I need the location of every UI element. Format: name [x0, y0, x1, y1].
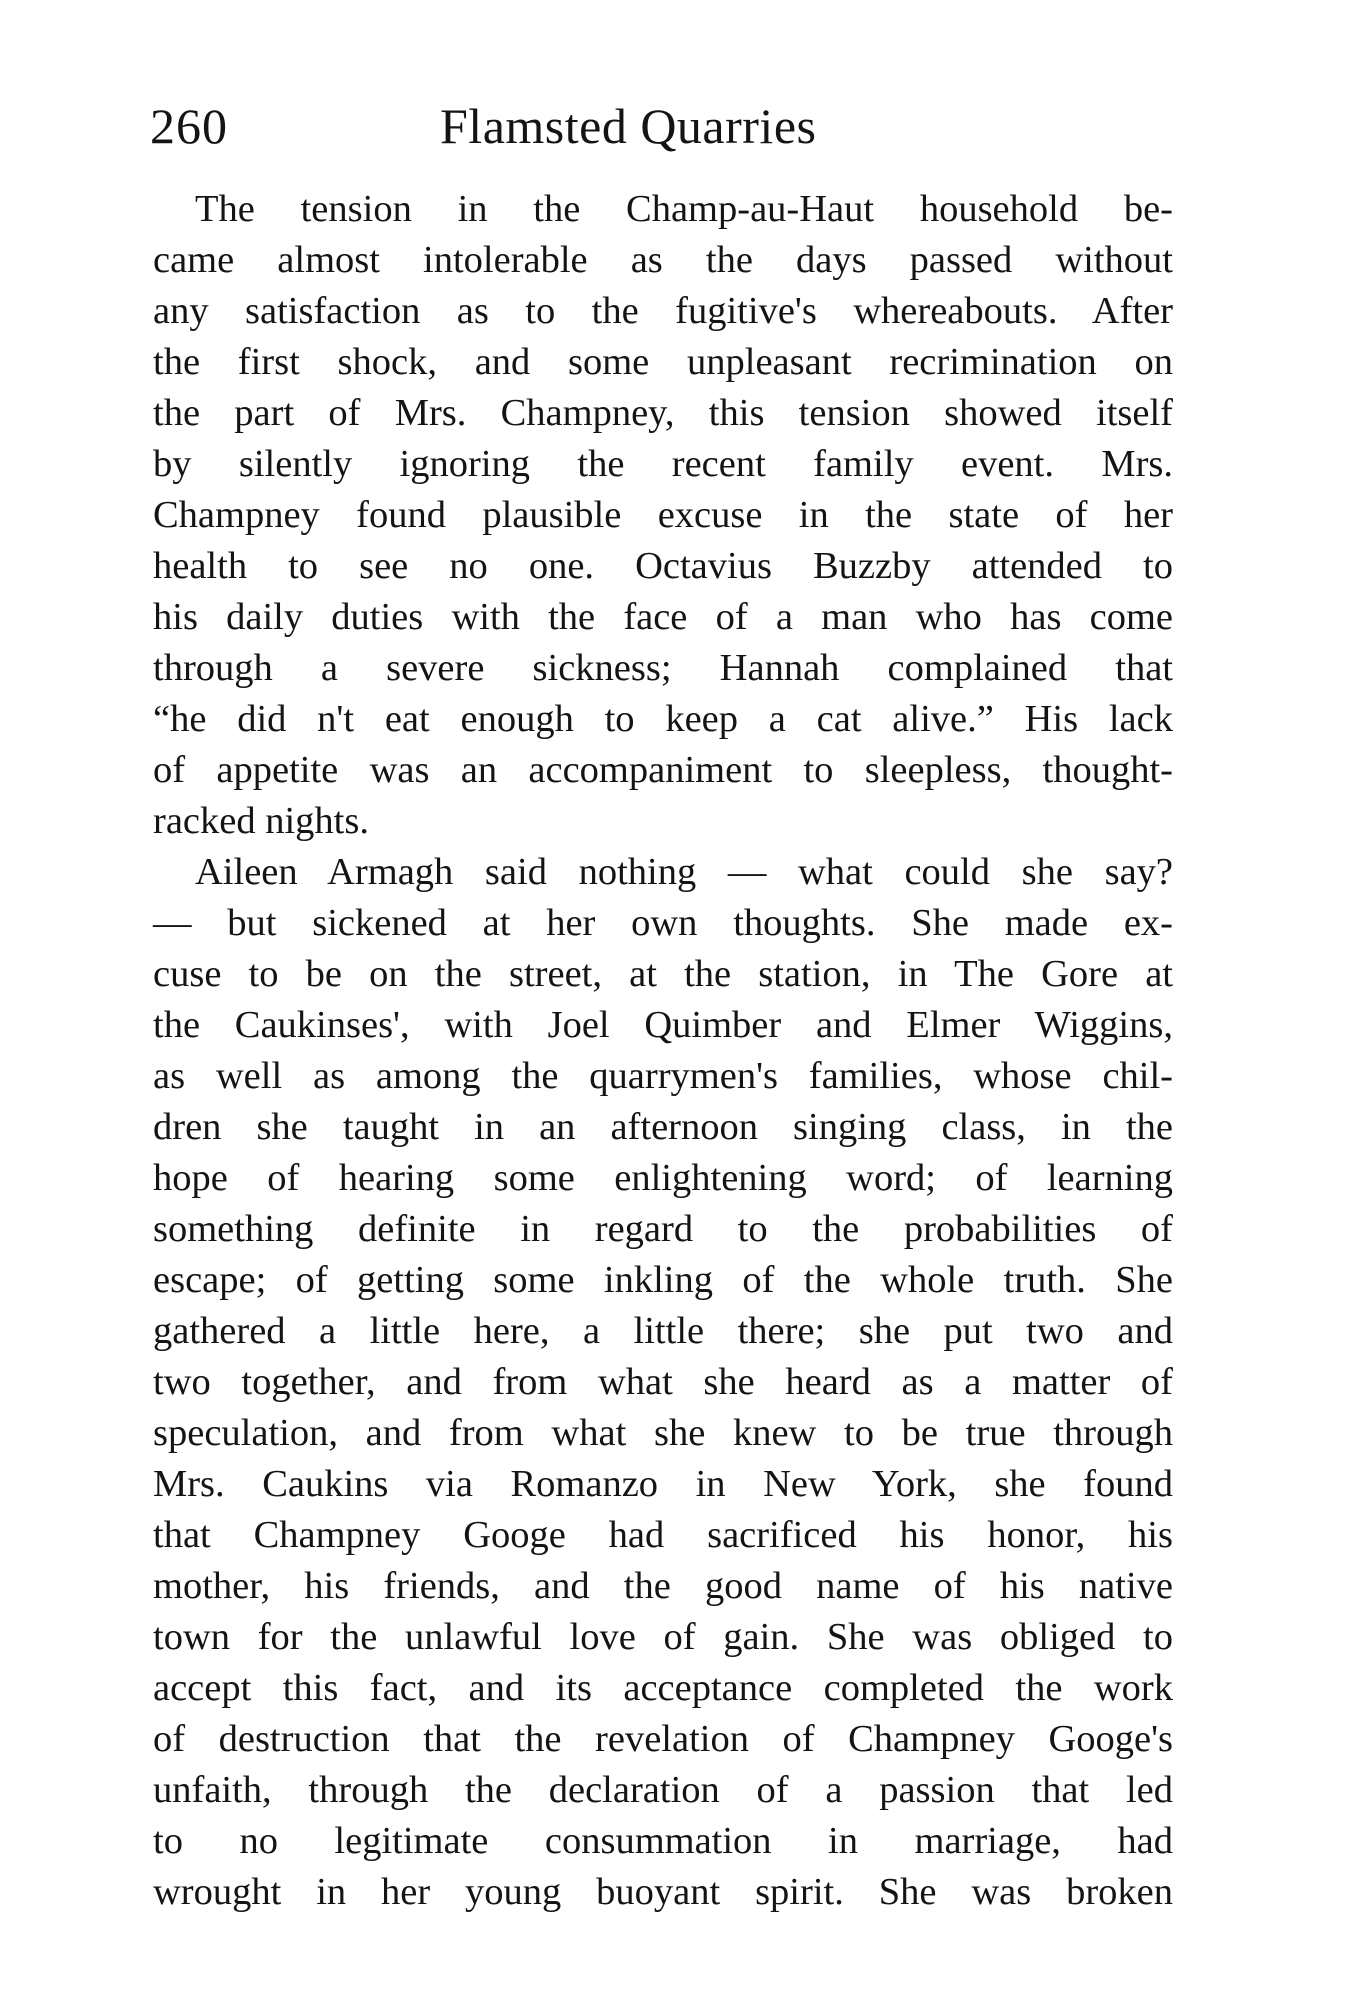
- text-line: any satisfaction as to the fugitive's whereabouts. After: [153, 290, 1173, 332]
- text-line: wrought in her young buoyant spirit. She was broken: [153, 1871, 1173, 1913]
- body-text: [153, 184, 1173, 1918]
- text-line: — but sickened at her own thoughts. She made ex-: [153, 902, 1173, 944]
- text-line: came almost intolerable as the days passed without: [153, 239, 1173, 281]
- text-line: “he did n't eat enough to keep a cat alive.” His lack: [153, 698, 1173, 740]
- text-line: Aileen Armagh said nothing — what could she say?: [195, 851, 1173, 893]
- text-line: unfaith, through the declaration of a passion that led: [153, 1769, 1173, 1811]
- text-line: by silently ignoring the recent family event. Mrs.: [153, 443, 1173, 485]
- text-line: cuse to be on the street, at the station, in The Gore at: [153, 953, 1173, 995]
- text-line: as well as among the quarrymen's families, whose chil-: [153, 1055, 1173, 1097]
- text-line: dren she taught in an afternoon singing class, in the: [153, 1106, 1173, 1148]
- text-line: racked nights.: [153, 800, 369, 842]
- text-line: that Champney Googe had sacrificed his honor, his: [153, 1514, 1173, 1556]
- text-line: something definite in regard to the probabilities of: [153, 1208, 1173, 1250]
- text-line: escape; of getting some inkling of the whole truth. She: [153, 1259, 1173, 1301]
- text-line: the Caukinses', with Joel Quimber and Elmer Wiggins,: [153, 1004, 1173, 1046]
- text-line: to no legitimate consummation in marriage, had: [153, 1820, 1173, 1862]
- text-line: Champney found plausible excuse in the state of her: [153, 494, 1173, 536]
- text-line: two together, and from what she heard as a matter of: [153, 1361, 1173, 1403]
- text-line: through a severe sickness; Hannah complained that: [153, 647, 1173, 689]
- text-line: the part of Mrs. Champney, this tension showed itself: [153, 392, 1173, 434]
- text-line: town for the unlawful love of gain. She was obliged to: [153, 1616, 1173, 1658]
- text-line: mother, his friends, and the good name of his native: [153, 1565, 1173, 1607]
- text-line: of destruction that the revelation of Champney Googe's: [153, 1718, 1173, 1760]
- text-line: accept this fact, and its acceptance completed the work: [153, 1667, 1173, 1709]
- text-line: The tension in the Champ-au-Haut household be-: [195, 188, 1173, 230]
- text-line: hope of hearing some enlightening word; of learning: [153, 1157, 1173, 1199]
- text-line: his daily duties with the face of a man who has come: [153, 596, 1173, 638]
- text-line: gathered a little here, a little there; she put two and: [153, 1310, 1173, 1352]
- running-head: [150, 96, 1180, 156]
- page-number: 260: [150, 98, 228, 154]
- text-line: Mrs. Caukins via Romanzo in New York, she found: [153, 1463, 1173, 1505]
- text-line: of appetite was an accompaniment to sleepless, thought-: [153, 749, 1173, 791]
- text-line: the first shock, and some unpleasant recrimination on: [153, 341, 1173, 383]
- text-line: health to see no one. Octavius Buzzby attended to: [153, 545, 1173, 587]
- book-title: Flamsted Quarries: [440, 98, 817, 154]
- text-line: speculation, and from what she knew to be true through: [153, 1412, 1173, 1454]
